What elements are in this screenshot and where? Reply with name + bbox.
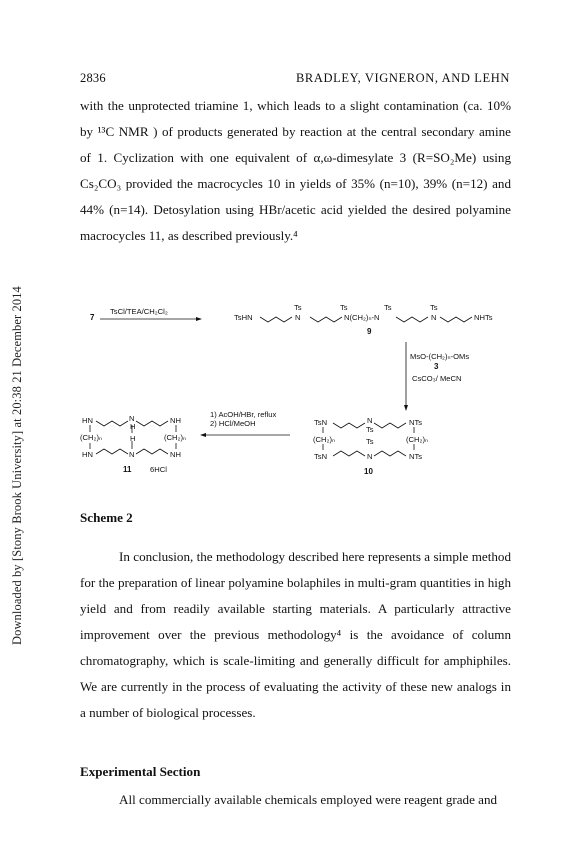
text-line: macrocycles 11, as described previously.⁴: [80, 228, 298, 243]
compound-9-linker: N(CH₂)ₙ-N: [344, 313, 380, 322]
c10-n: N: [367, 452, 373, 461]
scheme-caption: Scheme 2: [80, 510, 133, 525]
scheme-drawing: [78, 300, 518, 490]
c11-n: N: [129, 414, 135, 423]
compound-9-nhts: NHTs: [474, 313, 493, 322]
compound-9-ts: Ts: [430, 303, 438, 312]
c11-h: H: [130, 434, 136, 443]
paragraph-experimental: [80, 787, 511, 813]
step2-dimesylate: MsO-(CH₂)ₙ-OMs: [410, 352, 470, 361]
compound-9-n: N: [431, 313, 437, 322]
text-line: All commercially available chemicals employed were reagent grade and: [119, 792, 498, 807]
c11-nh: NH: [170, 450, 181, 459]
c11-nh: NH: [170, 416, 181, 425]
text-line: In conclusion, the methodology described here represents a simple method: [119, 549, 511, 564]
compound-11-label: 11: [123, 465, 132, 474]
compound-10-label: 10: [364, 467, 373, 476]
step2-base: CsCO₃/ MeCN: [412, 374, 462, 383]
c11-hn: HN: [82, 450, 93, 459]
section-heading: Experimental Section: [80, 764, 201, 779]
c11-hn: HN: [82, 416, 93, 425]
compound-9-tshn: TsHN: [234, 313, 253, 322]
c11-n: N: [129, 450, 135, 459]
c10-ts: Ts: [366, 425, 374, 434]
text-line: Cs₂CO₃ provided the macrocycles 10 in yields of 35% (n=10), 39% (n=12) and: [80, 176, 511, 191]
text-line: with the unprotected triamine 1, which leads to a slight contamination (ca. 10%: [80, 98, 511, 113]
c10-nts: NTs: [409, 452, 423, 461]
reaction-scheme: [78, 300, 518, 490]
text-line: We are currently in the process of evaluating the activity of these new analogs in: [80, 679, 511, 694]
compound-9-ts: Ts: [384, 303, 392, 312]
text-line: a number of biological processes.: [80, 705, 256, 720]
c10-nts: NTs: [409, 418, 423, 427]
page-number: 2836: [80, 71, 106, 85]
running-head: BRADLEY, VIGNERON, AND LEHN: [295, 71, 510, 85]
download-watermark: Downloaded by [Stony Brook University] at 20:38 21 December 2014: [10, 286, 24, 645]
compound-9-ts: Ts: [340, 303, 348, 312]
text-line: 44% (n=14). Detosylation using HBr/acetic acid yielded the desired polyamine: [80, 202, 511, 217]
c10-tsn: TsN: [314, 418, 328, 427]
compound-9-label: 9: [367, 327, 372, 336]
step3-reagent-2: 2) HCl/MeOH: [210, 419, 256, 428]
c11-h: H: [130, 422, 136, 431]
paragraph-cyclization: [80, 93, 511, 249]
text-line: yield and from readily available starting materials. A particularly attractive: [80, 601, 511, 616]
step1-reagents: TsCl/TEA/CH₂Cl₂: [110, 307, 168, 316]
step3-reagent-1: 1) AcOH/HBr, reflux: [210, 410, 277, 419]
text-line: improvement over the previous methodology⁴ is the avoidance of column: [80, 627, 511, 642]
c10-ch2: (CH₂)ₙ: [406, 435, 428, 444]
compound-7-label: 7: [90, 313, 95, 322]
text-line: by ¹³C NMR ) of products generated by reaction at the central secondary amine: [80, 124, 511, 139]
text-line: for the preparation of linear polyamine bolaphiles in multi-gram quantities in high: [80, 575, 511, 590]
c11-ch2: (CH₂)ₙ: [164, 433, 186, 442]
text-line: of 1. Cyclization with one equivalent of α,ω-dimesylate 3 (R=SO₂Me) using: [80, 150, 511, 165]
c11-ch2: (CH₂)ₙ: [80, 433, 102, 442]
compound-9-ts: Ts: [294, 303, 302, 312]
compound-11-salt: 6HCl: [150, 465, 167, 474]
c10-tsn: TsN: [314, 452, 328, 461]
step2-label-3: 3: [434, 362, 439, 371]
c10-n: N: [367, 416, 373, 425]
text-line: chromatography, which is scale-limiting and generally difficult for amphiphiles.: [80, 653, 511, 668]
c10-ch2: (CH₂)ₙ: [313, 435, 335, 444]
compound-9-n: N: [295, 313, 301, 322]
c10-ts: Ts: [366, 437, 374, 446]
paragraph-conclusion: [80, 544, 511, 726]
